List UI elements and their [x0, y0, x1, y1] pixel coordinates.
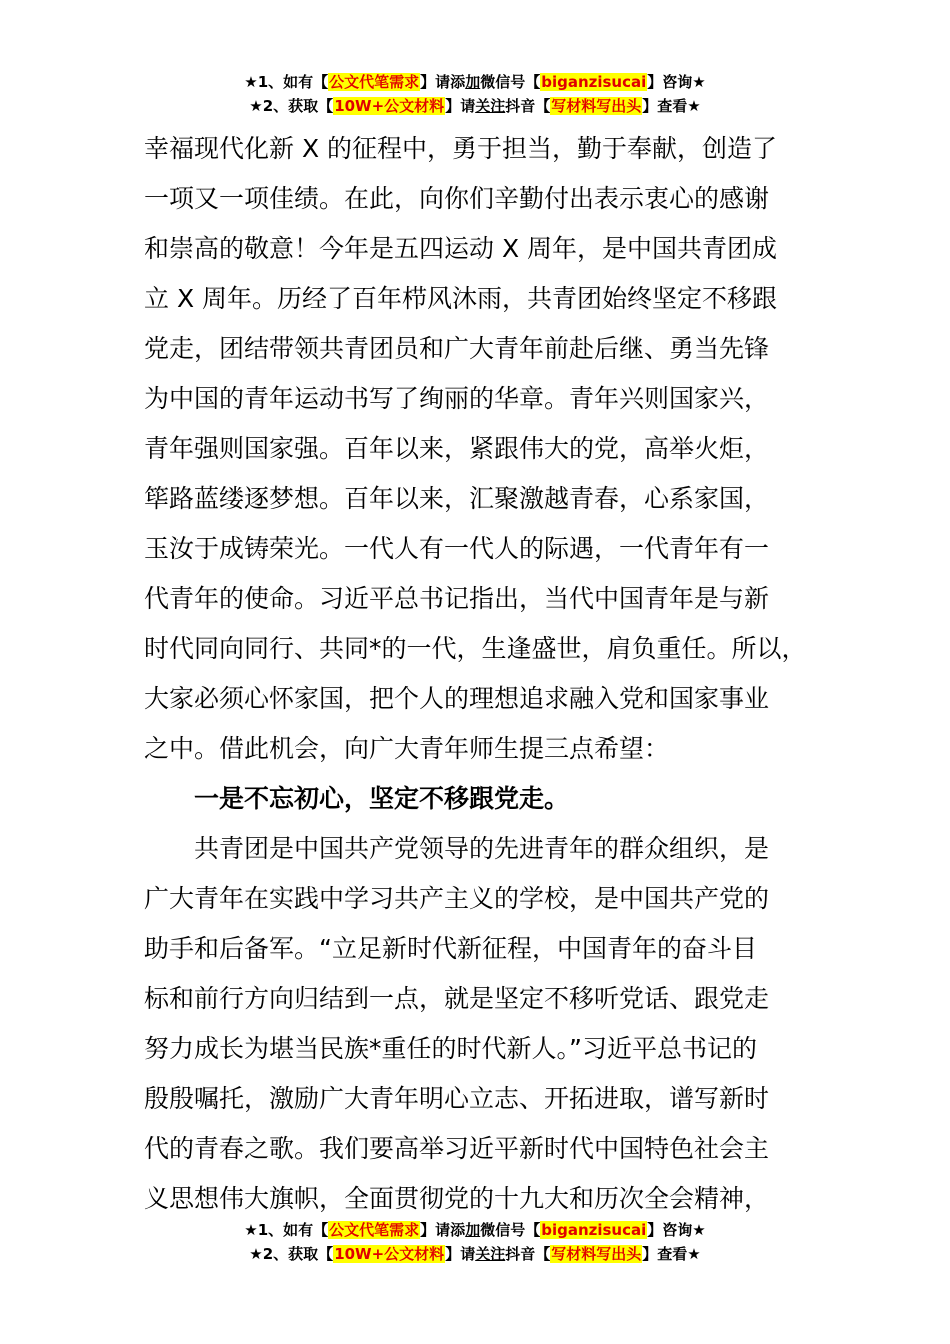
banner-line-2: ★2、获取【10W+公文材料】请关注抖音【写材料写出头】查看★: [249, 1245, 701, 1263]
header-banner: [0, 70, 950, 118]
body-line: 时代同向同行、共同*的一代，生逢盛世，肩负重任。所以，: [144, 634, 807, 663]
body-line: 一项又一项佳绩。在此，向你们辛勤付出表示衷心的感谢: [144, 184, 770, 213]
section-heading: 一是不忘初心，坚定不移跟党走。: [194, 784, 570, 813]
highlight-service: 公文代笔需求: [329, 1221, 420, 1239]
body-line: 幸福现代化新 X 的征程中，勇于担当，勤于奉献，创造了: [144, 134, 778, 163]
body-line: 广大青年在实践中学习共产主义的学校，是中国共产党的: [144, 884, 770, 913]
body-line: 努力成长为堪当民族*重任的时代新人。”习近平总书记的: [144, 1034, 757, 1063]
banner-line-1: ★1、如有【公文代笔需求】请添加微信号【biganzisucai】咨询★: [244, 1221, 706, 1239]
highlight-materials: 10W+公文材料: [334, 97, 445, 115]
body-line: 玉汝于成铸荣光。一代人有一代人的际遇，一代青年有一: [144, 534, 770, 563]
body-line: 助手和后备军。“立足新时代新征程，中国青年的奋斗目: [144, 934, 757, 963]
body-line: 青年强则国家强。百年以来，紧跟伟大的党，高举火炬，: [144, 434, 770, 463]
body-line: 为中国的青年运动书写了绚丽的华章。青年兴则国家兴，: [144, 384, 770, 413]
highlight-douyin: 写材料写出头: [551, 1245, 642, 1263]
highlight-service: 公文代笔需求: [329, 73, 420, 91]
banner-line-1: ★1、如有【公文代笔需求】请添加微信号【biganzisucai】咨询★: [244, 73, 706, 91]
footer-banner: [0, 1218, 950, 1266]
banner-line-2: ★2、获取【10W+公文材料】请关注抖音【写材料写出头】查看★: [249, 97, 701, 115]
body-line: 殷殷嘱托，激励广大青年明心立志、开拓进取，谱写新时: [144, 1084, 770, 1113]
body-line: 党走，团结带领共青团员和广大青年前赴后继、勇当先锋: [144, 334, 770, 363]
document-body: [144, 124, 814, 1224]
highlight-wechat-id: biganzisucai: [541, 73, 647, 91]
body-line: 义思想伟大旗帜，全面贯彻党的十九大和历次全会精神，: [144, 1184, 770, 1213]
body-line: 筚路蓝缕逐梦想。百年以来，汇聚激越青春，心系家国，: [144, 484, 770, 513]
body-line: 之中。借此机会，向广大青年师生提三点希望：: [144, 734, 670, 763]
body-line: 和崇高的敬意！今年是五四运动 X 周年，是中国共青团成: [144, 234, 778, 263]
body-line: 代青年的使命。习近平总书记指出，当代中国青年是与新: [144, 584, 770, 613]
body-line: 共青团是中国共产党领导的先进青年的群众组织，是: [194, 834, 770, 863]
body-line: 代的青春之歌。我们要高举习近平新时代中国特色社会主: [144, 1134, 770, 1163]
body-line: 立 X 周年。历经了百年栉风沐雨，共青团始终坚定不移跟: [144, 284, 778, 313]
highlight-wechat-id: biganzisucai: [541, 1221, 647, 1239]
highlight-materials: 10W+公文材料: [334, 1245, 445, 1263]
highlight-douyin: 写材料写出头: [551, 97, 642, 115]
body-line: 标和前行方向归结到一点，就是坚定不移听党话、跟党走: [144, 984, 770, 1013]
body-line: 大家必须心怀家国，把个人的理想追求融入党和国家事业: [144, 684, 770, 713]
